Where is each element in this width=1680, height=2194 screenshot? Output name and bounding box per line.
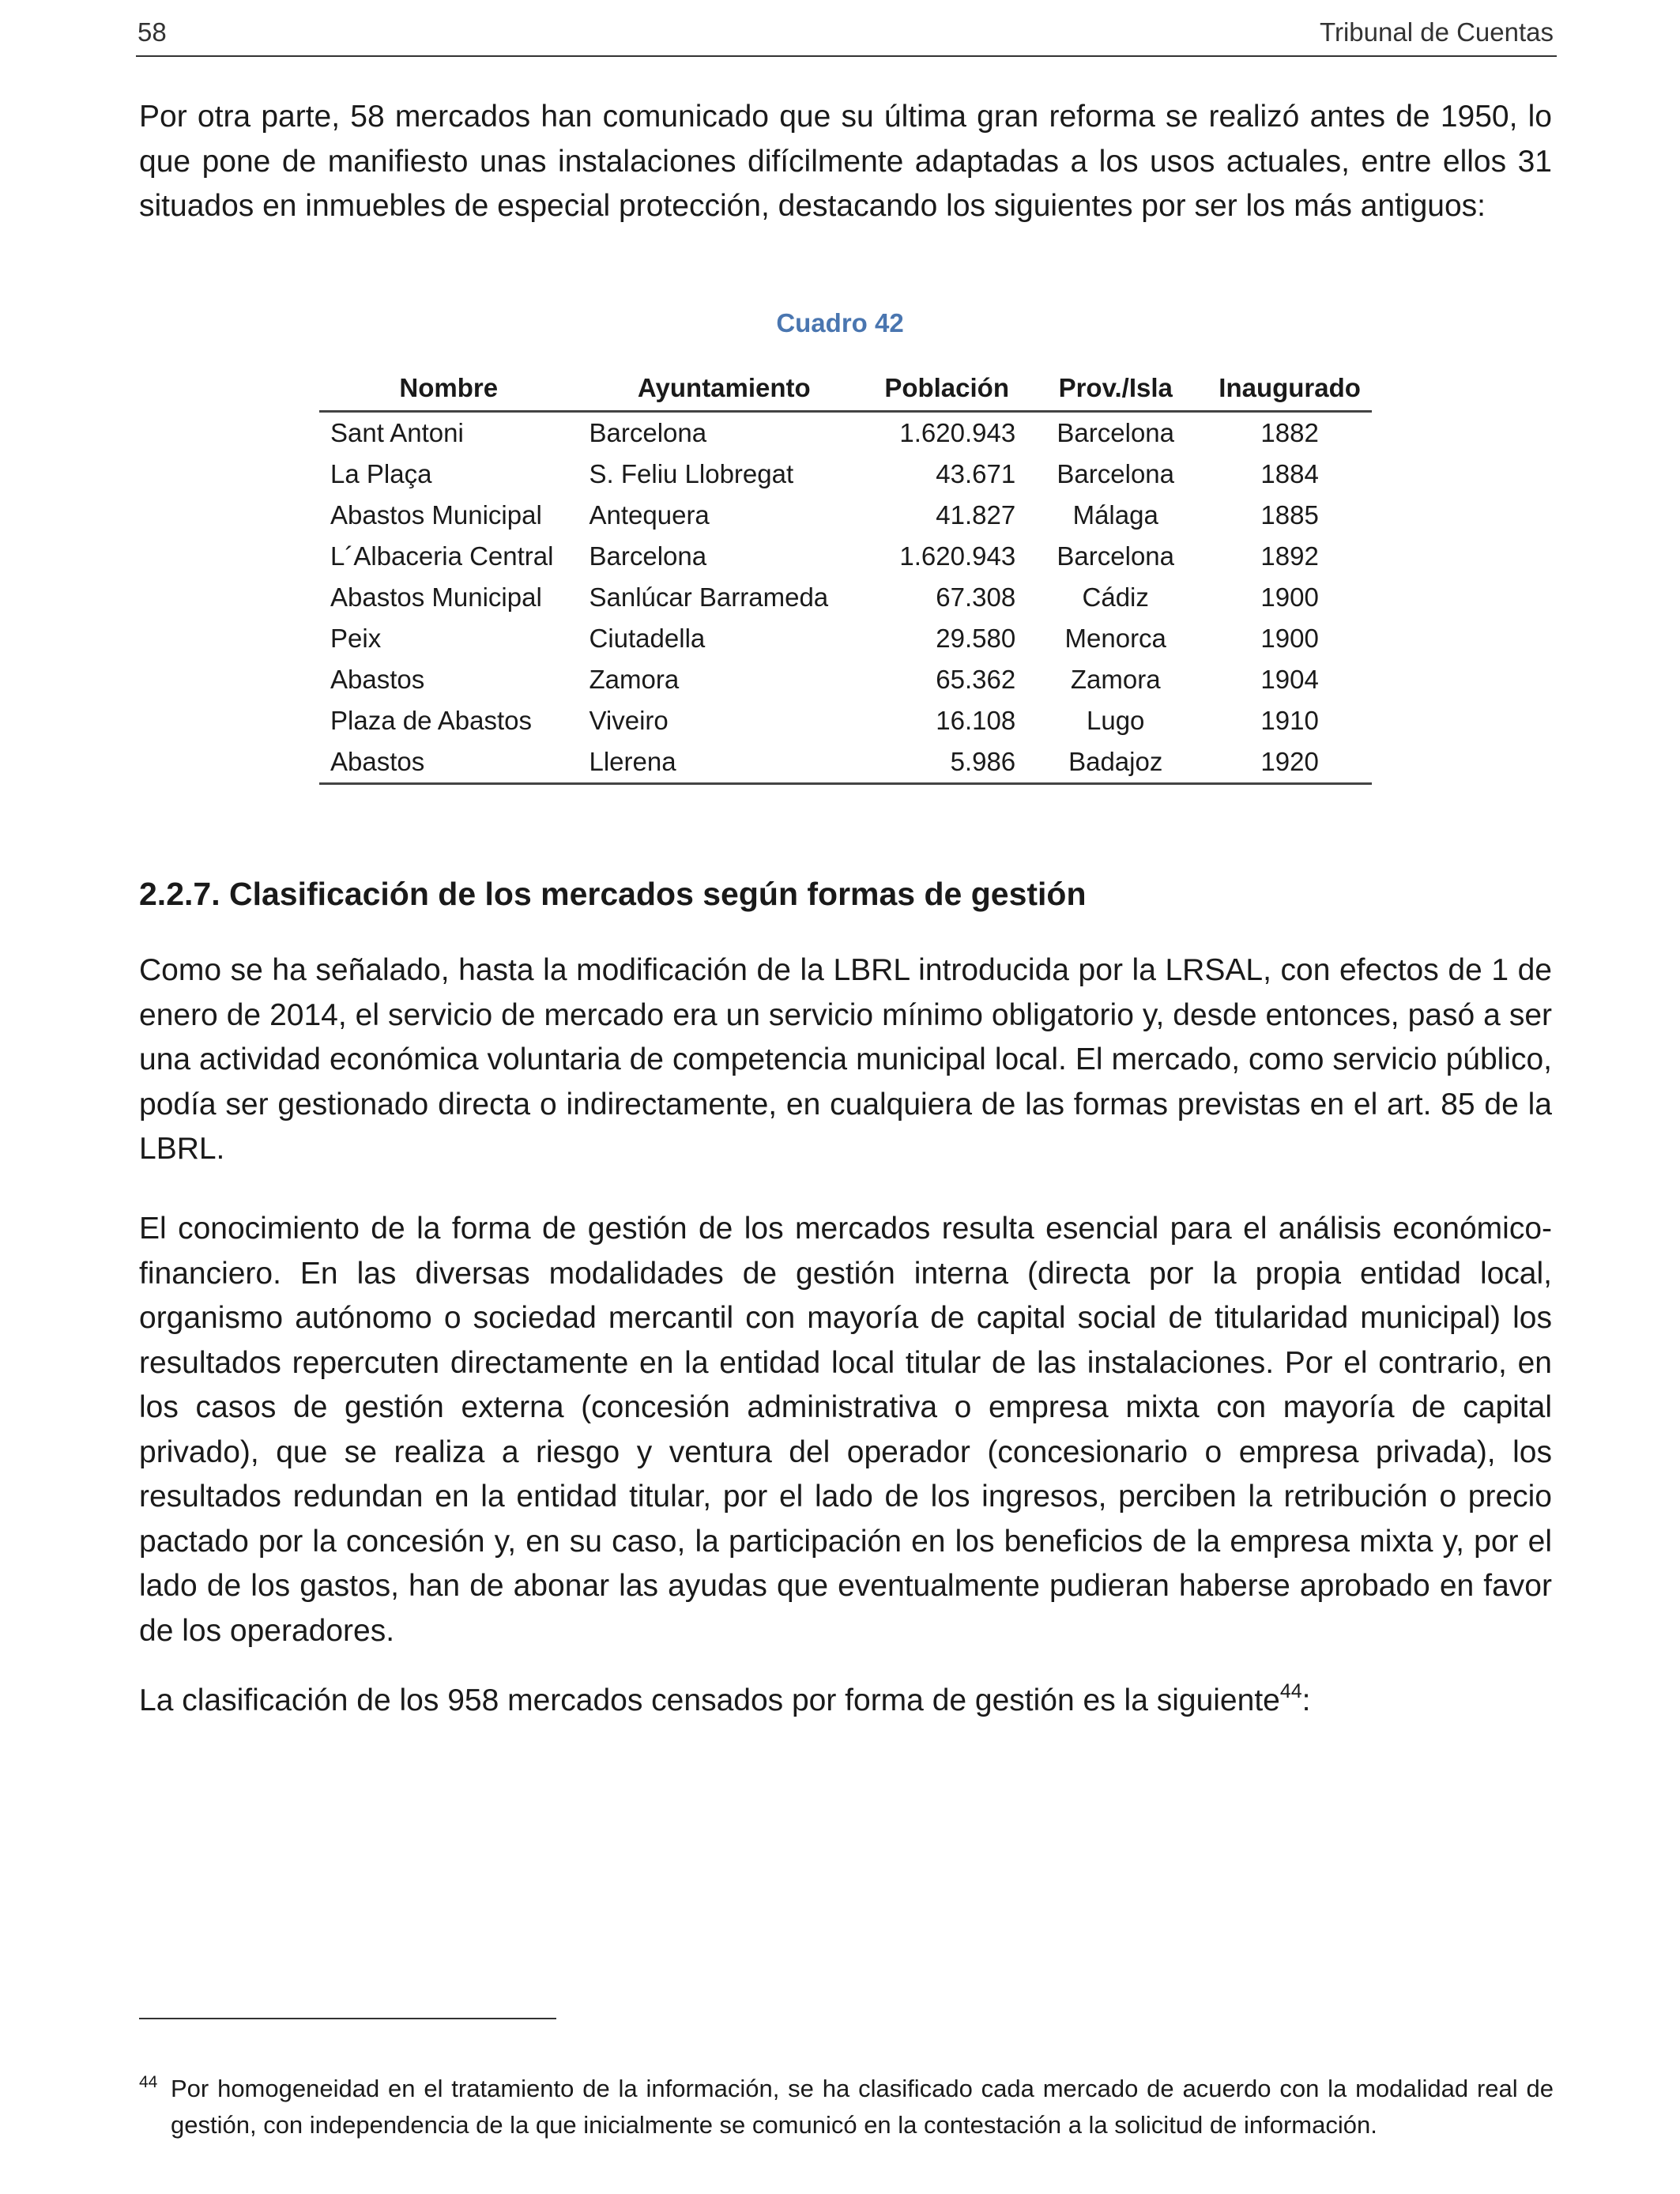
- cell-poblacion: 1.620.943: [899, 418, 1016, 447]
- cell-inaugurado: 1904: [1260, 665, 1319, 694]
- markets-table: [319, 365, 1372, 785]
- cell-provincia: Málaga: [1072, 500, 1158, 530]
- cell-nombre: Sant Antoni: [330, 418, 464, 447]
- header-inaugurado: Inaugurado: [1207, 365, 1372, 412]
- header-provincia: Prov./Isla: [1023, 365, 1207, 412]
- cell-inaugurado: 1884: [1260, 459, 1319, 488]
- table-row: [319, 495, 1372, 536]
- cell-inaugurado: 1885: [1260, 500, 1319, 530]
- header-ayuntamiento: Ayuntamiento: [578, 365, 871, 412]
- table-row: [319, 577, 1372, 618]
- cell-poblacion: 43.671: [936, 459, 1016, 488]
- cell-poblacion: 5.986: [870, 741, 1023, 784]
- cell-nombre: Plaza de Abastos: [330, 706, 533, 735]
- cell-nombre: Abastos: [330, 665, 425, 694]
- cell-nombre: Peix: [330, 624, 382, 653]
- header-poblacion: Población: [870, 365, 1023, 412]
- cell-ayuntamiento: Barcelona: [589, 541, 707, 571]
- cell-provincia: Cádiz: [1082, 582, 1149, 612]
- table-caption: Cuadro 42: [776, 308, 904, 337]
- cell-ayuntamiento: Viveiro: [589, 706, 669, 735]
- footnote-text: Por homogeneidad en el tratamiento de la información, se ha clasificado cada mercado de acuerdo con la modalidad real de gestión, con independencia de la que inicialmente se comunicó en la contestación a la solicitud de información.: [171, 2075, 1554, 2139]
- footnote-marker: 44: [139, 2073, 158, 2091]
- cell-inaugurado: 1882: [1260, 418, 1319, 447]
- cell-provincia: Barcelona: [1057, 541, 1175, 571]
- table-row: [319, 741, 1372, 784]
- cell-provincia: Badajoz: [1023, 741, 1207, 784]
- intro-paragraph: Por otra parte, 58 mercados han comunicado que su última gran reforma se realizó antes de 1950, lo que pone de manifiesto unas instalaciones difícilmente adaptadas a los usos actuales, entre ellos 31 situados en inmuebles de especial protección, destacando los siguientes por ser los más antiguos:: [139, 100, 1552, 223]
- paragraph-3-text: La clasificación de los 958 mercados censados por forma de gestión es la siguiente: [139, 1683, 1280, 1717]
- table-row: [319, 618, 1372, 659]
- header-nombre: Nombre: [319, 365, 578, 412]
- cell-nombre: La Plaça: [330, 459, 432, 488]
- cell-ayuntamiento: S. Feliu Llobregat: [589, 459, 794, 488]
- paragraph-3-end: :: [1301, 1683, 1311, 1717]
- cell-poblacion: 29.580: [936, 624, 1016, 653]
- cell-inaugurado: 1900: [1260, 624, 1319, 653]
- footnote-separator: [139, 2018, 556, 2019]
- cell-poblacion: 65.362: [936, 665, 1016, 694]
- cell-provincia: Lugo: [1087, 706, 1145, 735]
- cell-nombre: Abastos Municipal: [330, 582, 542, 612]
- cell-nombre: Abastos: [319, 741, 578, 784]
- cell-ayuntamiento: Ciutadella: [589, 624, 706, 653]
- cell-inaugurado: 1920: [1207, 741, 1372, 784]
- cell-provincia: Barcelona: [1057, 459, 1175, 488]
- footnote: [139, 2071, 1554, 2143]
- table-row: [319, 700, 1372, 741]
- cell-inaugurado: 1910: [1260, 706, 1319, 735]
- section-paragraph-3: [139, 1679, 1552, 1727]
- section-heading: 2.2.7. Clasificación de los mercados según formas de gestión: [139, 876, 1087, 912]
- cell-ayuntamiento: Barcelona: [589, 418, 707, 447]
- cell-ayuntamiento: Zamora: [589, 665, 680, 694]
- cell-poblacion: 1.620.943: [899, 541, 1016, 571]
- running-title: Tribunal de Cuentas: [1320, 17, 1554, 47]
- cell-inaugurado: 1892: [1260, 541, 1319, 571]
- cell-nombre: L´Albaceria Central: [330, 541, 554, 571]
- table-header-row: [319, 365, 1372, 412]
- table-row: [319, 659, 1372, 700]
- cell-ayuntamiento: Sanlúcar Barrameda: [589, 582, 829, 612]
- table-row: [319, 412, 1372, 454]
- cell-provincia: Menorca: [1064, 624, 1166, 653]
- page-number: 58: [137, 17, 167, 47]
- cell-provincia: Zamora: [1070, 665, 1161, 694]
- page-header: [136, 14, 1557, 57]
- cell-poblacion: 67.308: [936, 582, 1016, 612]
- cell-provincia: Barcelona: [1057, 418, 1175, 447]
- cell-poblacion: 41.827: [936, 500, 1016, 530]
- table-row: [319, 536, 1372, 577]
- cell-nombre: Abastos Municipal: [330, 500, 542, 530]
- section-paragraph-2: El conocimiento de la forma de gestión de los mercados resulta esencial para el análisis económico-financiero. En las diversas modalidades de gestión interna (directa por la propia entidad local, organismo autónomo o sociedad mercantil con mayoría de capital social de titularidad municipal) los resultados repercuten directamente en la entidad local titular de las instalaciones. Por el contrario, en los casos de gestión externa (concesión administrativa o empresa mixta con mayoría de capital privado), que se realiza a riesgo y ventura del operador (concesionario o empresa privada), los resultados redundan en la entidad titular, por el lado de los ingresos, perciben la retribución o precio pactado por la concesión y, en su caso, la participación en los beneficios de la empresa mixta y, por el lado de los gastos, han de abonar las ayudas que eventualmente pudieran haberse aprobado en favor de los operadores.: [139, 1212, 1552, 1648]
- cell-inaugurado: 1900: [1260, 582, 1319, 612]
- cell-ayuntamiento: Antequera: [589, 500, 710, 530]
- footnote-reference[interactable]: 44: [1279, 1680, 1302, 1702]
- section-paragraph-1: Como se ha señalado, hasta la modificación de la LBRL introducida por la LRSAL, con efectos de 1 de enero de 2014, el servicio de mercado era un servicio mínimo obligatorio y, desde entonces, pasó a ser una actividad económica voluntaria de competencia municipal local. El mercado, como servicio público, podía ser gestionado directa o indirectamente, en cualquiera de las formas previstas en el art. 85 de la LBRL.: [139, 953, 1552, 1166]
- cell-poblacion: 16.108: [936, 706, 1016, 735]
- table-row: [319, 454, 1372, 495]
- cell-ayuntamiento: Llerena: [578, 741, 871, 784]
